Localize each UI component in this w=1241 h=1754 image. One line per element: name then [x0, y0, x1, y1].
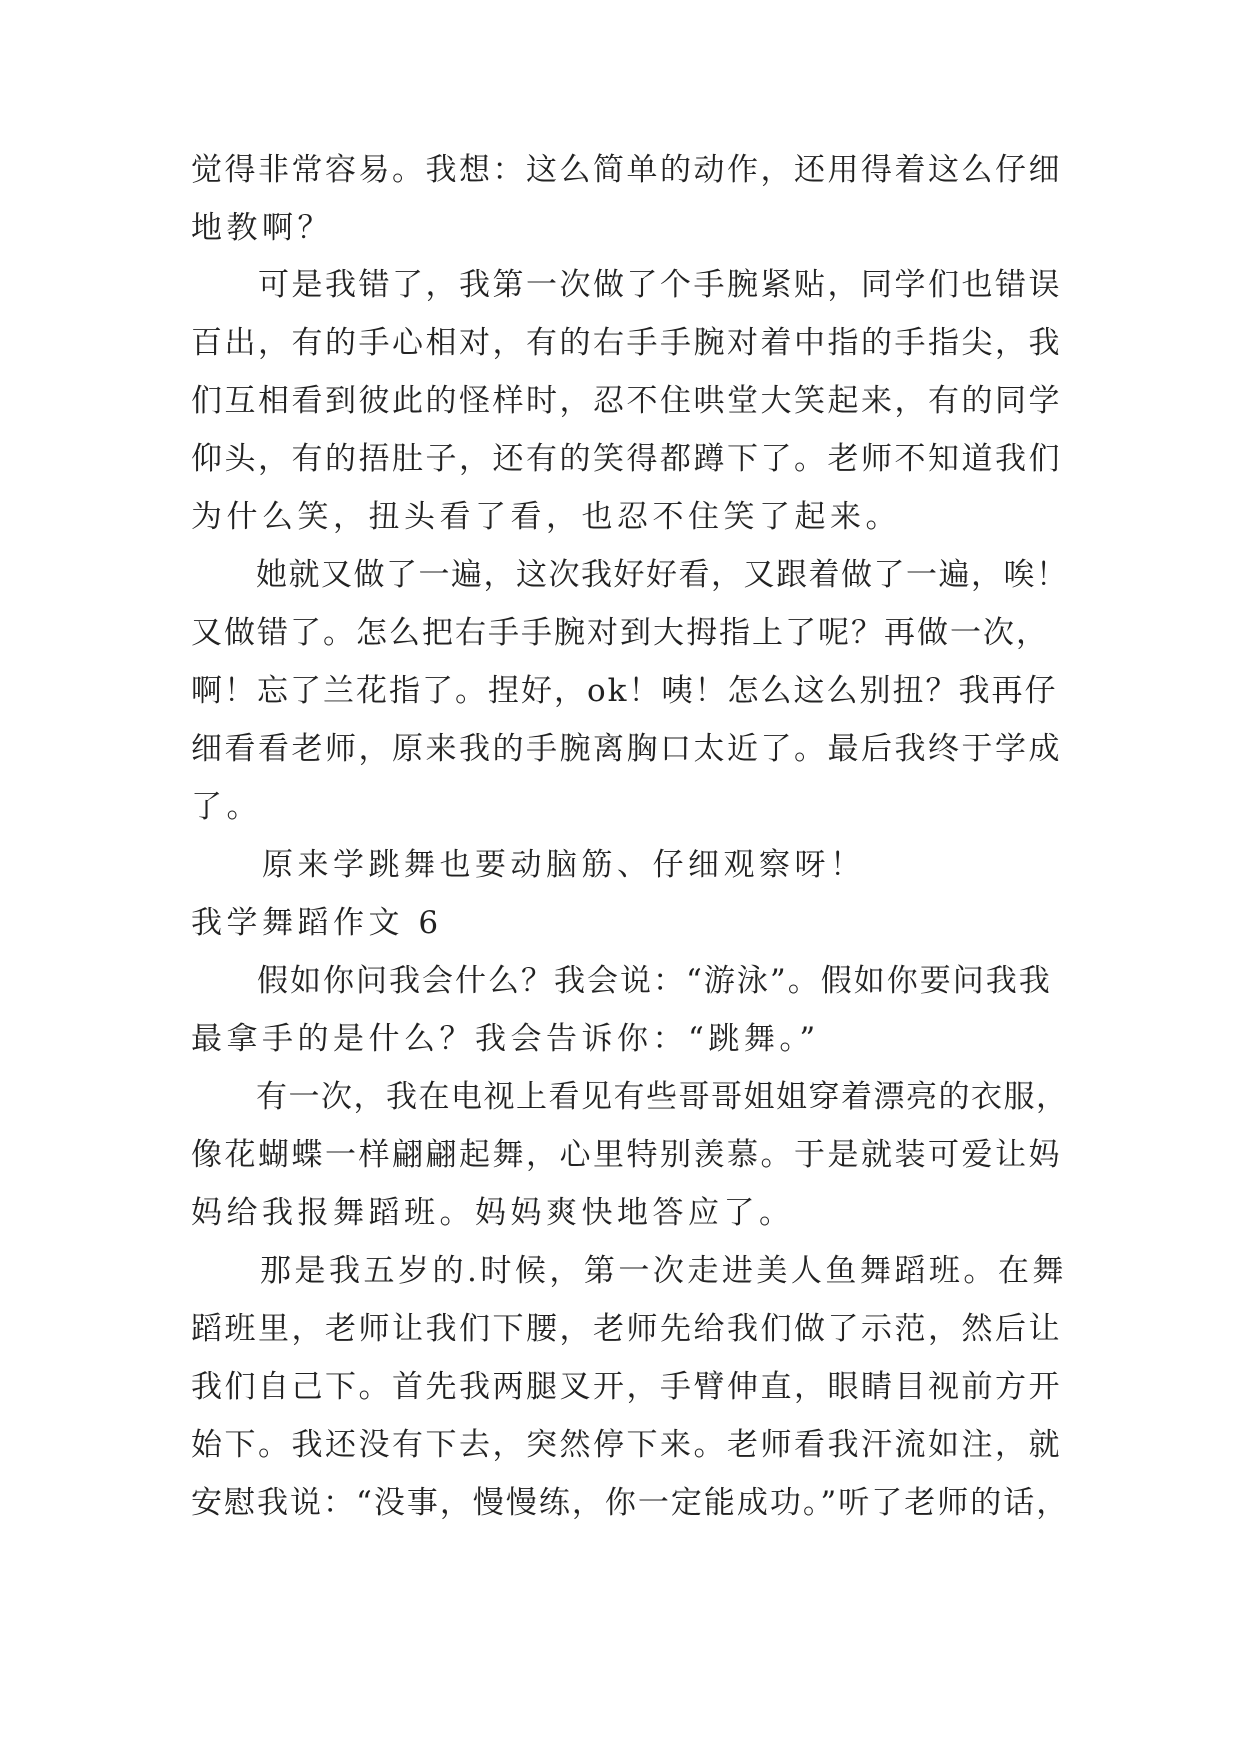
text-line: 妈给我报舞蹈班。妈妈爽快地答应了。 — [191, 1195, 795, 1231]
text-line: 啊！忘了兰花指了。捏好，ok！咦！怎么这么别扭？我再仔 — [191, 673, 1058, 709]
text-line: 地教啊？ — [191, 210, 333, 246]
text-line: 为什么笑，扭头看了看，也忍不住笑了起来。 — [191, 499, 901, 535]
text-line: 们互相看到彼此的怪样时，忍不住哄堂大笑起来，有的同学 — [191, 383, 1062, 419]
section-heading: 我学舞蹈作文 6 — [191, 905, 443, 941]
text-line: 仰头，有的捂肚子，还有的笑得都蹲下了。老师不知道我们 — [191, 441, 1062, 477]
text-line: 像花蝴蝶一样翩翩起舞，心里特别羡慕。于是就装可爱让妈 — [191, 1137, 1062, 1173]
text-line: 了。 — [191, 789, 262, 825]
text-line: 有一次，我在电视上看见有些哥哥姐姐穿着漂亮的衣服， — [191, 1079, 1069, 1115]
text-line: 安慰我说：“没事，慢慢练，你一定能成功。”听了老师的话， — [191, 1485, 1070, 1521]
text-line: 最拿手的是什么？我会告诉你：“跳舞。” — [191, 1021, 820, 1057]
text-line: 她就又做了一遍，这次我好好看，又跟着做了一遍，唉！ — [191, 557, 1069, 593]
text-line: 原来学跳舞也要动脑筋、仔细观察呀！ — [191, 847, 866, 883]
text-line: 假如你问我会什么？我会说：“游泳”。假如你要问我我 — [191, 963, 1052, 999]
text-line: 可是我错了，我第一次做了个手腕紧贴，同学们也错误 — [191, 267, 1062, 303]
text-line: 蹈班里，老师让我们下腰，老师先给我们做了示范，然后让 — [191, 1311, 1062, 1347]
text-line: 我们自己下。首先我两腿叉开，手臂伸直，眼睛目视前方开 — [191, 1369, 1062, 1405]
text-line: 百出，有的手心相对，有的右手手腕对着中指的手指尖，我 — [191, 325, 1062, 361]
text-line: 那是我五岁的.时候，第一次走进美人鱼舞蹈班。在舞 — [191, 1253, 1067, 1289]
text-line: 又做错了。怎么把右手手腕对到大拇指上了呢？再做一次， — [191, 615, 1049, 651]
text-line: 细看看老师，原来我的手腕离胸口太近了。最后我终于学成 — [191, 731, 1062, 767]
text-line: 始下。我还没有下去，突然停下来。老师看我汗流如注，就 — [191, 1427, 1062, 1463]
text-line: 觉得非常容易。我想：这么简单的动作，还用得着这么仔细 — [191, 152, 1062, 188]
